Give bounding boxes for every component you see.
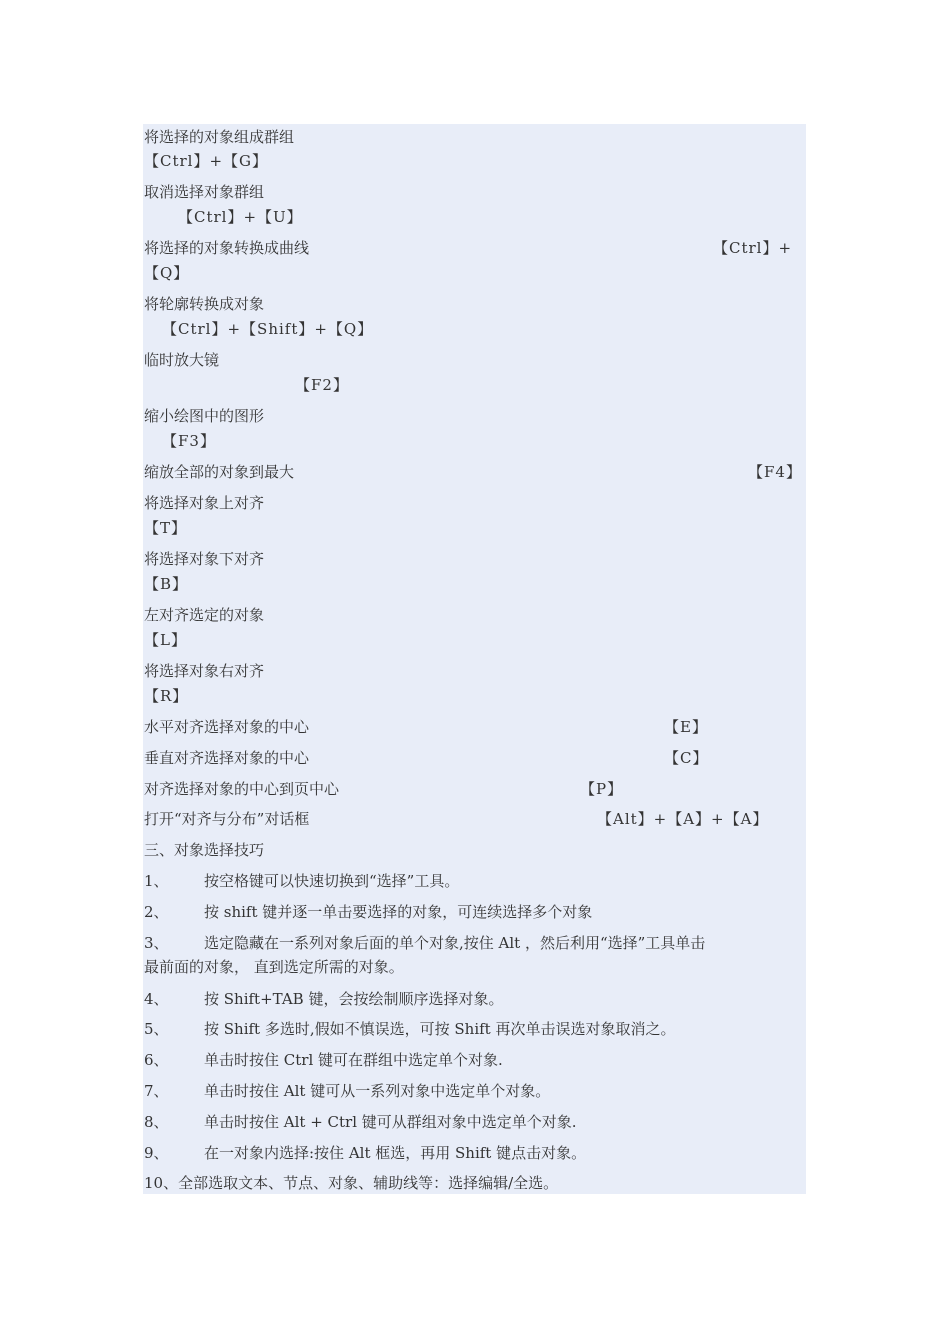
shortcut-key: 【F3】 [162,432,216,450]
shortcut-key: 【R】 [144,687,189,705]
tip-number: 7、 [144,1082,169,1100]
tip-item [144,1172,558,1194]
shortcut-description: 将选择的对象转换成曲线 [144,239,310,257]
shortcut-description: 临时放大镜 [144,351,220,369]
tip-text: 全部选取文本、节点、对象、辅助线等：选择编辑/全选。 [178,1174,559,1192]
tip-text: 按 Shift 多选时,假如不慎误选，可按 Shift 再次单击误选对象取消之。 [204,1020,676,1038]
shortcut-description: 水平对齐选择对象的中心 [144,718,310,736]
tip-item [144,901,592,923]
shortcut-description: 将选择对象下对齐 [144,550,265,568]
tip-item [144,1080,550,1102]
shortcut-description: 左对齐选定的对象 [144,606,265,624]
tip-number: 5、 [144,1020,169,1038]
shortcut-key: 【Ctrl】+【G】 [144,152,269,170]
shortcut-key: 【Ctrl】+【Shift】+【Q】 [162,320,374,338]
tip-number: 9、 [144,1144,169,1162]
shortcut-description: 将轮廓转换成对象 [144,295,265,313]
shortcut-key: 【Ctrl】+ [713,239,793,257]
shortcut-description: 对齐选择对象的中心到页中心 [144,780,340,798]
document-panel [143,124,806,1194]
tip-number: 10、 [144,1174,179,1192]
shortcut-description: 取消选择对象群组 [144,183,265,201]
tip-number: 8、 [144,1113,169,1131]
shortcut-key: 【Q】 [144,264,190,282]
shortcut-description: 垂直对齐选择对象的中心 [144,749,310,767]
shortcut-key: 【P】 [580,780,624,798]
tip-number: 3、 [144,934,169,952]
tip-text: 单击时按住 Ctrl 键可在群组中选定单个对象. [204,1051,503,1069]
tip-text: 在一对象内选择:按住 Alt 框选，再用 Shift 键点击对象。 [204,1144,587,1162]
tip-text: 选定隐藏在一系列对象后面的单个对象,按住 Alt ，然后利用“选择”工具单击 [204,934,706,952]
shortcut-description: 将选择对象右对齐 [144,662,265,680]
tip-number: 6、 [144,1051,169,1069]
tip-text: 按 shift 键并逐一单击要选择的对象，可连续选择多个对象 [204,903,593,921]
tip-text: 按空格键可以快速切换到“选择”工具。 [204,872,460,890]
shortcut-key: 【B】 [144,575,189,593]
shortcut-key: 【L】 [144,631,187,649]
shortcut-key: 【F4】 [748,463,802,481]
tip-number: 4、 [144,990,169,1008]
shortcut-description: 打开“对齐与分布”对话框 [144,810,310,828]
shortcut-key: 【T】 [144,519,188,537]
tip-item [144,1049,503,1071]
tip-number: 2、 [144,903,169,921]
shortcut-key: 【E】 [664,718,708,736]
section-title: 三、对象选择技巧 [144,841,265,859]
shortcut-key: 【C】 [664,749,709,767]
shortcut-key: 【Ctrl】+【U】 [178,208,303,226]
tip-item [144,870,459,892]
tip-text-continued: 最前面的对象， 直到选定所需的对象。 [144,958,404,976]
shortcut-description: 将选择对象上对齐 [144,494,265,512]
shortcut-description: 缩放全部的对象到最大 [144,463,295,481]
tip-item [144,1018,675,1040]
tip-item [144,932,705,954]
tip-item [144,1111,577,1133]
tip-item [144,988,503,1010]
tip-text: 单击时按住 Alt 键可从一系列对象中选定单个对象。 [204,1082,551,1100]
shortcut-key: 【Alt】+【A】+【A】 [597,810,769,828]
tip-text: 按 Shift+TAB 键，会按绘制顺序选择对象。 [204,990,504,1008]
shortcut-description: 缩小绘图中的图形 [144,407,265,425]
tip-text: 单击时按住 Alt + Ctrl 键可从群组对象中选定单个对象. [204,1113,577,1131]
shortcut-description: 将选择的对象组成群组 [144,128,295,146]
shortcut-key: 【F2】 [295,376,349,394]
tip-number: 1、 [144,872,169,890]
tip-item [144,1142,586,1164]
